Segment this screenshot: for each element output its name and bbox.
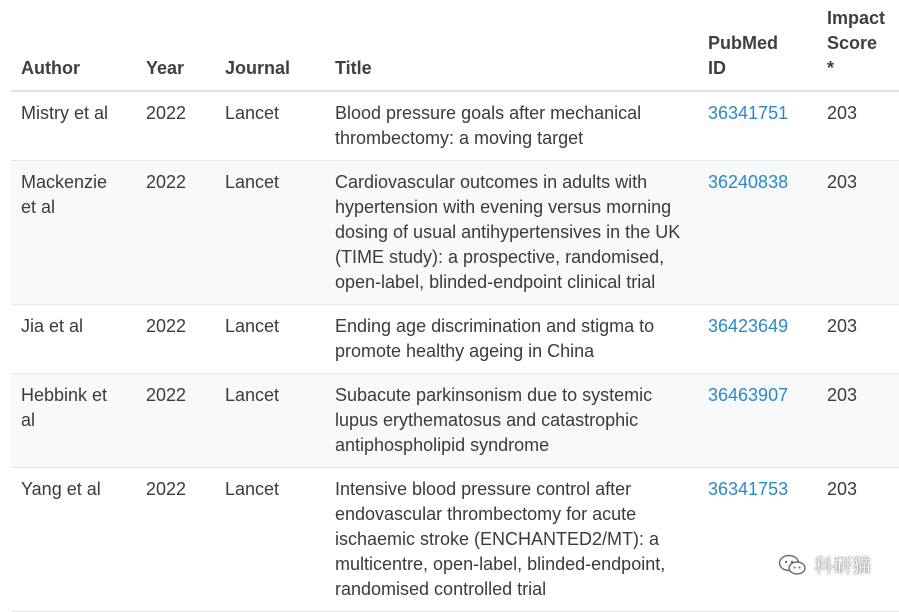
cell-year: 2022 xyxy=(136,374,215,468)
pubmed-link[interactable]: 36423649 xyxy=(708,316,789,336)
header-row xyxy=(11,0,899,91)
publications-table xyxy=(11,0,899,612)
table-row xyxy=(11,374,899,468)
pubmed-link[interactable]: 36463907 xyxy=(708,385,789,405)
cell-impact-score: 203 xyxy=(817,305,899,374)
cell-author: Mistry et al xyxy=(11,91,136,161)
watermark xyxy=(778,551,871,578)
pubmed-link[interactable]: 36341753 xyxy=(708,479,789,499)
header-pubmed-id[interactable] xyxy=(698,0,817,91)
cell-impact-score: 203 xyxy=(817,161,899,305)
cell-author: Mackenzie et al xyxy=(11,161,136,305)
header-impact-score[interactable] xyxy=(817,0,899,91)
cell-title: Ending age discrimination and stigma to promote healthy ageing in China xyxy=(325,305,698,374)
cell-author: Yang et al xyxy=(11,468,136,612)
cell-pubmed-id xyxy=(698,91,817,161)
cell-year: 2022 xyxy=(136,161,215,305)
cell-journal: Lancet xyxy=(215,91,325,161)
pubmed-link[interactable]: 36341751 xyxy=(708,103,789,123)
cell-journal: Lancet xyxy=(215,305,325,374)
cell-year: 2022 xyxy=(136,468,215,612)
cell-pubmed-id xyxy=(698,161,817,305)
cell-impact-score: 203 xyxy=(817,91,899,161)
header-year[interactable]: Year xyxy=(136,0,215,91)
cell-pubmed-id xyxy=(698,305,817,374)
cell-year: 2022 xyxy=(136,305,215,374)
pubmed-link[interactable]: 36240838 xyxy=(708,172,789,192)
header-pubmed-id-line1: PubMed xyxy=(708,33,778,53)
header-title[interactable]: Title xyxy=(325,0,698,91)
table-row xyxy=(11,161,899,305)
cell-journal: Lancet xyxy=(215,468,325,612)
table-row xyxy=(11,468,899,612)
cell-journal: Lancet xyxy=(215,374,325,468)
cell-pubmed-id xyxy=(698,374,817,468)
header-impact-score-line2: Score * xyxy=(827,33,878,78)
cell-journal: Lancet xyxy=(215,161,325,305)
watermark-text: 科研猫 xyxy=(813,555,871,577)
cell-author: Jia et al xyxy=(11,305,136,374)
cell-pubmed-id xyxy=(698,468,817,612)
header-journal[interactable]: Journal xyxy=(215,0,325,91)
table-row xyxy=(11,91,899,161)
cell-impact-score: 203 xyxy=(817,468,899,612)
table-row xyxy=(11,305,899,374)
cell-title: Cardiovascular outcomes in adults with hypertension with evening versus morning dosing of usual antihypertensives in the UK (TIME study): a prospective, randomised, open-label, blinded-endpoint clinical trial xyxy=(325,161,698,305)
cell-title: Blood pressure goals after mechanical thrombectomy: a moving target xyxy=(325,91,698,161)
header-pubmed-id-line2: ID xyxy=(708,58,726,78)
cell-author: Hebbink et al xyxy=(11,374,136,468)
publications-table-container xyxy=(11,0,899,612)
header-impact-score-line1: Impact xyxy=(827,8,886,28)
cell-impact-score: 203 xyxy=(817,374,899,468)
cell-title: Intensive blood pressure control after endovascular thrombectomy for acute ischaemic stroke (ENCHANTED2/MT): a multicentre, open-label, blinded-endpoint, randomised controlled trial xyxy=(325,468,698,612)
table-header xyxy=(11,0,899,91)
table-body xyxy=(11,91,899,612)
cell-year: 2022 xyxy=(136,91,215,161)
wechat-icon xyxy=(778,554,808,576)
cell-title: Subacute parkinsonism due to systemic lupus erythematosus and catastrophic antiphospholipid syndrome xyxy=(325,374,698,468)
header-author[interactable]: Author xyxy=(11,0,136,91)
